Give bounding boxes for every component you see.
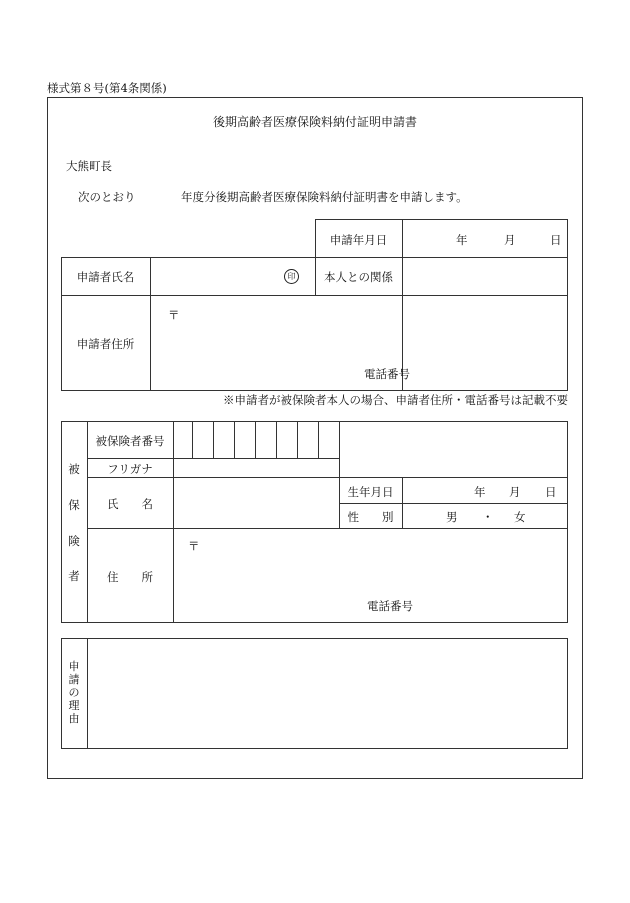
applicant-address-label: 申請者住所 (76, 337, 135, 351)
applicant-phone-label: 電話番号 (364, 367, 410, 381)
applicant-note: ※申請者が被保険者本人の場合、申請者住所・電話番号は記載不要 (223, 393, 568, 407)
birth-year-unit: 年 (474, 485, 486, 499)
form-title: 後期高齢者医療保険料納付証明申請書 (212, 115, 417, 129)
birth-day-unit: 日 (545, 485, 557, 499)
seal-mark: 印 (284, 269, 299, 284)
reason-char-2: 請 (68, 673, 80, 686)
birth-date-field[interactable] (403, 478, 568, 503)
insured-name-label: 氏 名 (107, 497, 153, 511)
applicant-name-label: 申請者氏名 (76, 270, 135, 284)
furigana-field[interactable] (174, 459, 339, 477)
insured-char-3: 険 (68, 534, 80, 548)
insured-address-label: 住 所 (107, 570, 153, 584)
insured-number-field[interactable] (174, 422, 339, 458)
reason-field[interactable] (88, 639, 567, 748)
insured-char-2: 保 (68, 498, 80, 512)
insured-address-field[interactable] (174, 529, 567, 622)
sex-female-option[interactable]: 女 (514, 510, 526, 524)
reason-label (61, 660, 87, 725)
sex-male-option[interactable]: 男 (446, 510, 458, 524)
application-date-field[interactable] (402, 219, 568, 258)
insured-number-label: 被保険者番号 (95, 434, 165, 448)
intro-suffix: 年度分後期高齢者医療保険料納付証明書を申請します。 (181, 190, 468, 204)
insured-char-1: 被 (68, 462, 80, 476)
reason-char-5: 由 (68, 712, 80, 725)
furigana-label: フリガナ (107, 462, 153, 476)
application-date-label: 申請年月日 (329, 233, 388, 247)
postal-mark: 〒 (168, 308, 180, 322)
addressee: 大熊町長 (66, 159, 112, 173)
applicant-address-field[interactable] (151, 296, 567, 390)
sex-label: 性 別 (347, 510, 394, 524)
birth-label: 生年月日 (347, 485, 394, 499)
insured-phone-label: 電話番号 (367, 599, 413, 613)
relation-label: 本人との関係 (324, 270, 393, 284)
sex-separator: ・ (482, 510, 494, 524)
insured-postal-mark: 〒 (188, 539, 200, 553)
reason-char-3: の (68, 686, 80, 699)
birth-month-unit: 月 (509, 485, 521, 499)
form-number: 様式第８号(第4条関係) (47, 81, 167, 95)
reason-char-4: 理 (68, 699, 80, 712)
applicant-name-field[interactable] (151, 258, 314, 295)
intro-prefix: 次のとおり (78, 190, 136, 204)
relation-field[interactable] (403, 258, 567, 295)
insured-name-field[interactable] (174, 478, 339, 528)
date-month-unit: 月 (504, 233, 516, 247)
reason-char-1: 申 (68, 660, 80, 673)
date-day-unit: 日 (550, 233, 562, 247)
insured-char-4: 者 (68, 569, 80, 583)
date-year-unit: 年 (456, 233, 468, 247)
